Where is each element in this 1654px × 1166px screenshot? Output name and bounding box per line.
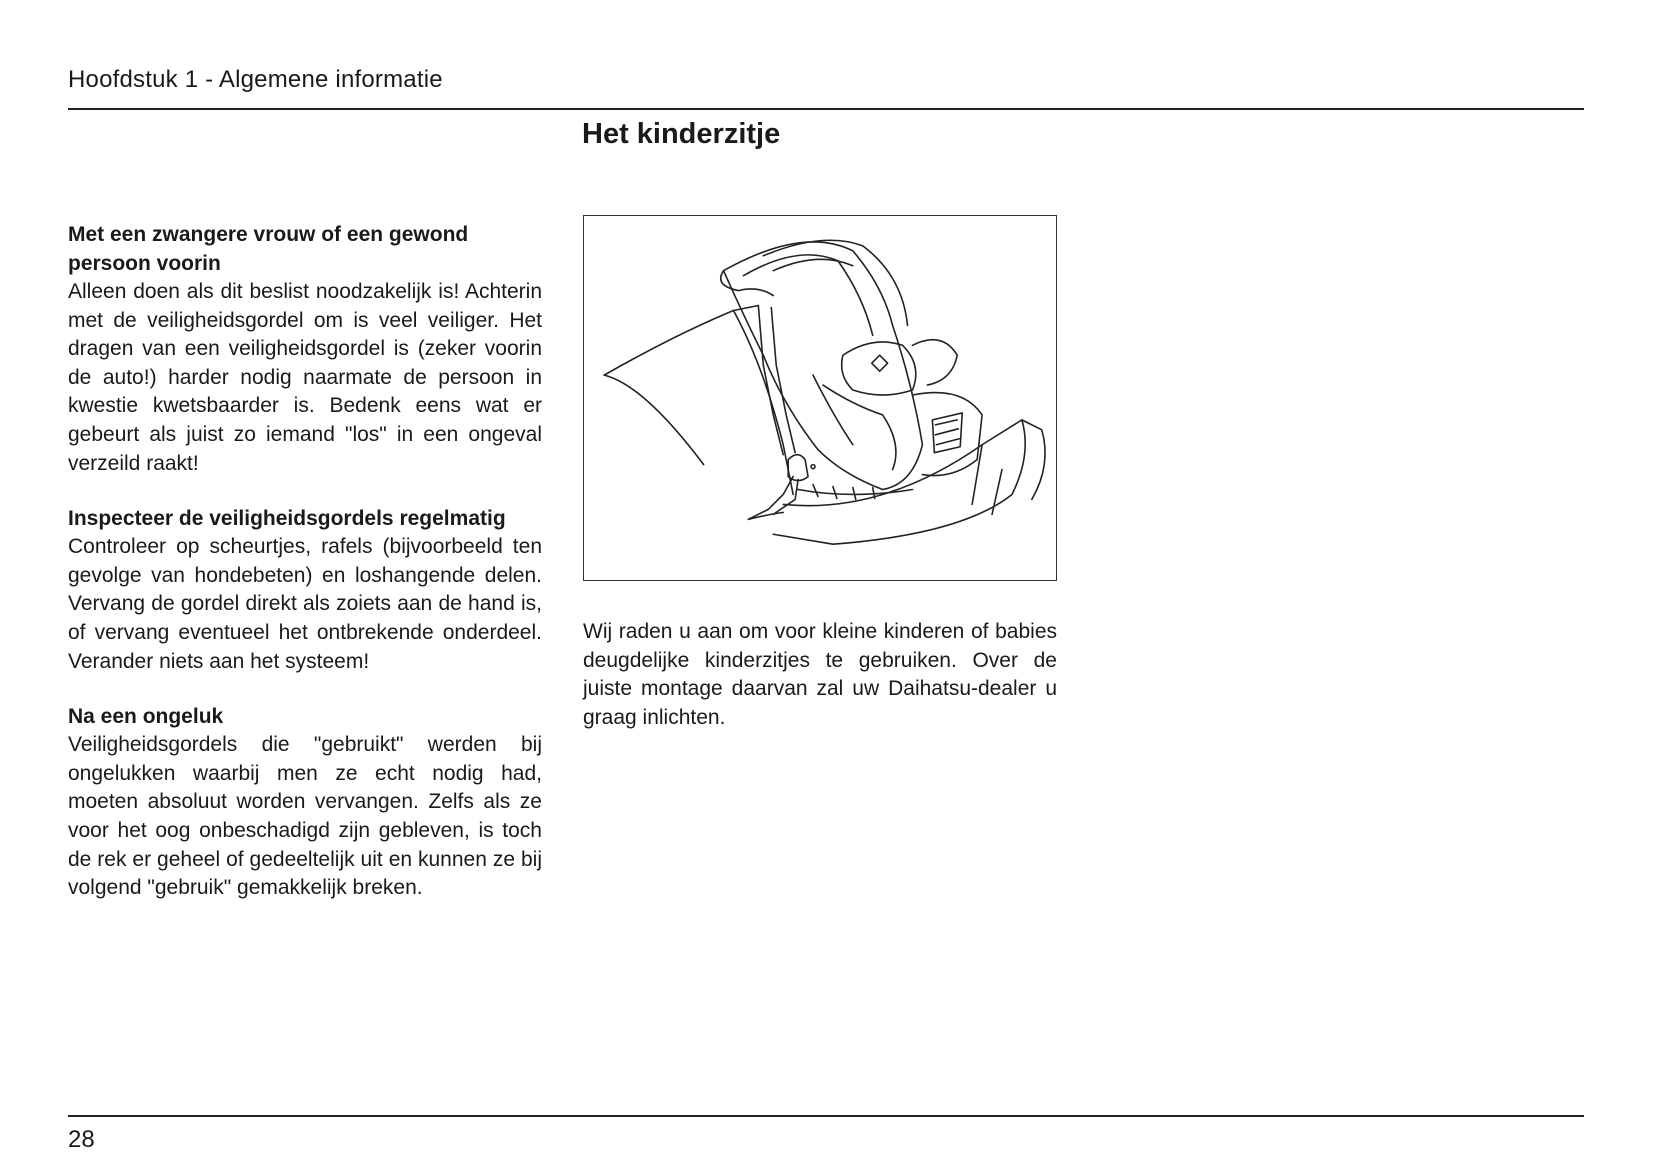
chapter-header: Hoofdstuk 1 - Algemene informatie xyxy=(68,66,443,93)
section-heading: Met een zwangere vrouw of een gewond persoon voorin xyxy=(68,223,469,275)
section-pregnant-or-injured xyxy=(68,220,542,478)
child-seat-advice: Wij raden u aan om voor kleine kinderen of babies deugdelijke kinderzitjes te gebruiken. Over de juiste montage daarvan zal uw Daihatsu-dealer u graag inlichten. xyxy=(583,620,1057,729)
section-body: Controleer op scheurtjes, rafels (bijvoorbeeld ten gevolge van hondebeten) en loshangende delen. Vervang de gordel direkt als zoiets aan de hand is, of vervang eventueel het ontbrekende onderdeel. Verander niets aan het systeem! xyxy=(68,535,542,673)
page-title: Het kinderzitje xyxy=(582,118,781,150)
footer-divider xyxy=(68,1115,1584,1117)
section-body: Alleen doen als dit beslist noodzakelijk is! Achterin met de veiligheidsgordel om is veel veiliger. Het dragen van een veiligheidsgordel is (zeker voorin de auto!) harder nodig naarmate de persoon in kwestie kwetsbaarder is. Bedenk eens wat er gebeurt als juist zo iemand "los" in een ongeval verzeild raakt! xyxy=(68,280,542,475)
child-seat-figure xyxy=(583,215,1057,581)
child-car-seat-illustration xyxy=(584,216,1056,580)
section-inspect-belts xyxy=(68,504,542,676)
section-after-accident xyxy=(68,702,542,903)
section-body: Veiligheidsgordels die "gebruikt" werden bij ongelukken waarbij men ze echt nodig had, moeten absoluut worden vervangen. Zelfs als ze voor het oog onbeschadigd zijn gebleven, is toch de rek er geheel of gedeeltelijk uit en kunnen ze bij volgend "gebruik" gemakkelijk breken. xyxy=(68,733,542,900)
page-number: 28 xyxy=(68,1126,95,1153)
section-heading: Na een ongeluk xyxy=(68,705,224,729)
header-divider xyxy=(68,108,1584,110)
section-heading: Inspecteer de veiligheidsgordels regelmatig xyxy=(68,507,506,531)
left-column xyxy=(68,220,542,929)
